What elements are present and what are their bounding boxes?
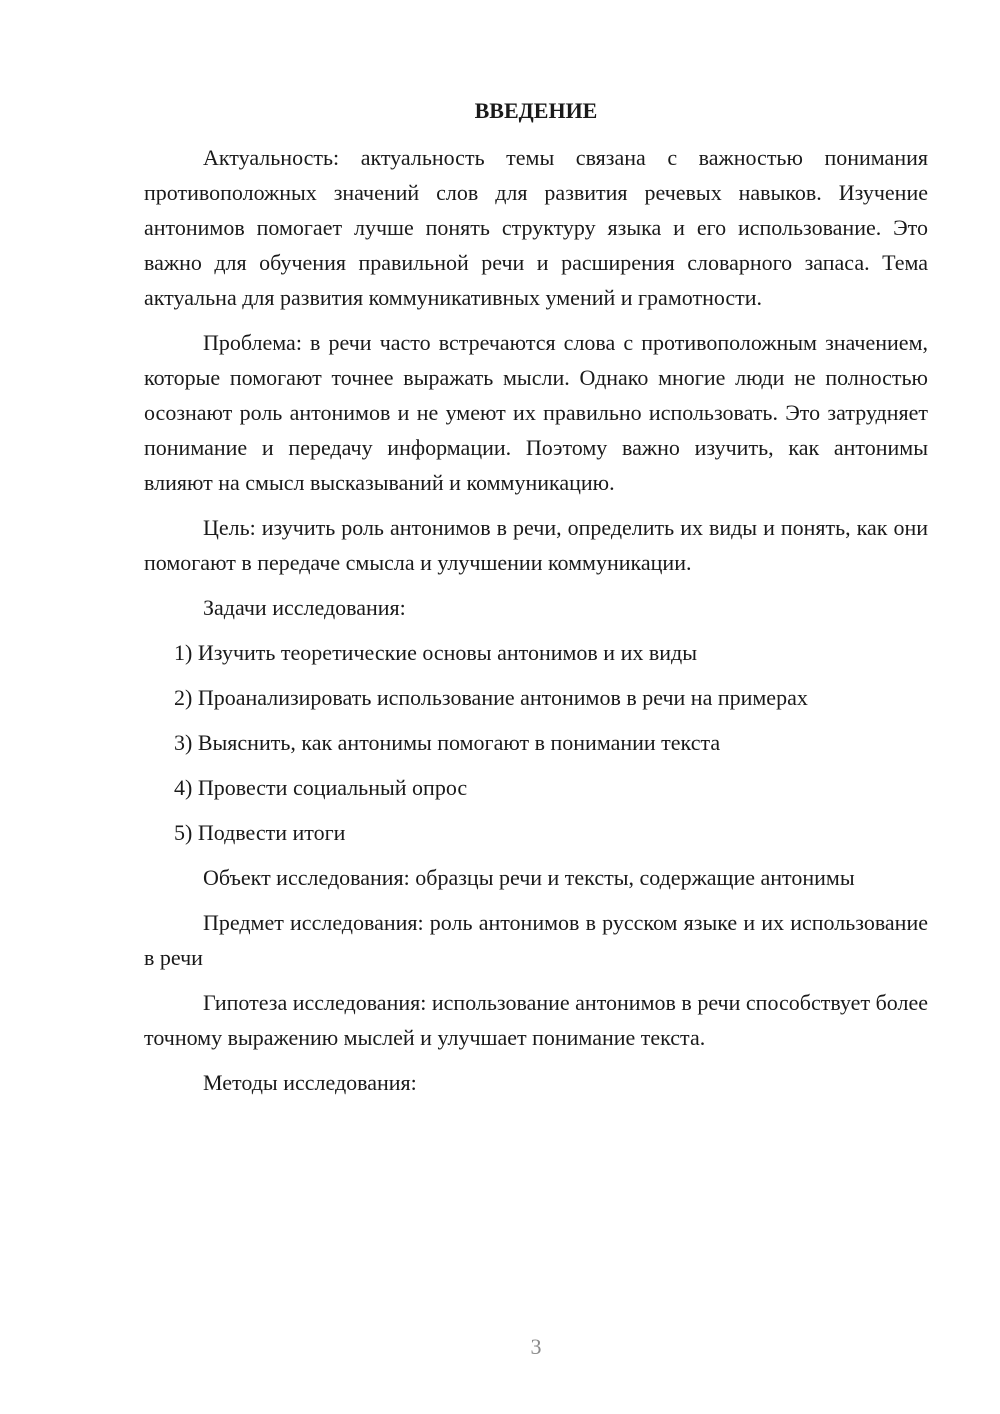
methods-heading: Методы исследования: bbox=[203, 1070, 417, 1095]
section-title: ВВЕДЕНИЕ bbox=[474, 98, 598, 123]
object-paragraph: Объект исследования: образцы речи и тексты, содержащие антонимы bbox=[203, 865, 855, 890]
subject-paragraph: Предмет исследования: роль антонимов в русском языке и их использование в речи bbox=[144, 910, 928, 970]
page-number: 3 bbox=[530, 1334, 542, 1359]
task-item: 4) Провести социальный опрос bbox=[174, 775, 468, 800]
hypothesis-paragraph: Гипотеза исследования: использование антонимов в речи способствует более точному выражению мыслей и улучшает понимание текста. bbox=[144, 990, 928, 1050]
task-item: 3) Выяснить, как антонимы помогают в понимании текста bbox=[174, 730, 721, 755]
relevance-paragraph: Актуальность: актуальность темы связана с важностью понимания противоположных значений слов для развития речевых навыков. Изучение антонимов помогает лучше понять структуру языка и его использование. Это важно для обучения правильной речи и расширения словарного запаса. Тема актуальна для развития коммуникативных умений и грамотности. bbox=[144, 145, 928, 310]
page-content bbox=[144, 96, 928, 1110]
task-item: 1) Изучить теоретические основы антонимов и их виды bbox=[174, 640, 697, 665]
tasks-heading: Задачи исследования: bbox=[203, 595, 406, 620]
problem-paragraph: Проблема: в речи часто встречаются слова с противоположным значением, которые помогают точнее выражать мысли. Однако многие люди не полностью осознают роль антонимов и не умеют их правильно использовать. Это затрудняет понимание и передачу информации. Поэтому важно изучить, как антонимы влияют на смысл высказываний и коммуникацию. bbox=[144, 330, 928, 495]
task-item: 2) Проанализировать использование антонимов в речи на примерах bbox=[174, 685, 808, 710]
goal-paragraph: Цель: изучить роль антонимов в речи, определить их виды и понять, как они помогают в передаче смысла и улучшении коммуникации. bbox=[144, 515, 928, 575]
task-item: 5) Подвести итоги bbox=[174, 820, 346, 845]
